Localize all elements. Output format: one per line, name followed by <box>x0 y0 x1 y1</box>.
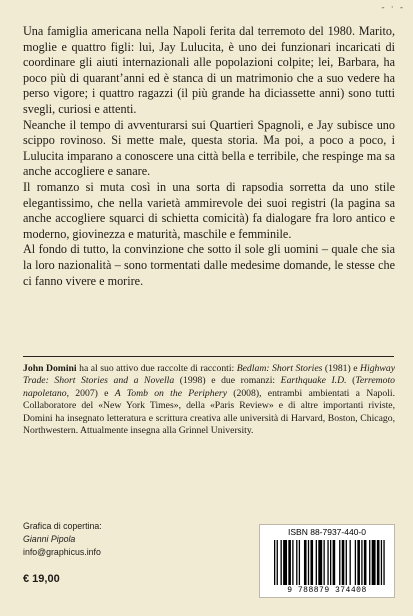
cover-credits <box>23 520 193 559</box>
book-title: Earthquake I.D. <box>280 375 347 387</box>
bio-text: (1981) e <box>322 363 361 374</box>
synopsis-paragraph: Al fondo di tutto, la convinzione che sotto il sole gli uomini – quale che sia la loro nazionalità – sono tormentati dalle medesime domande, le stesse che ci fanno vivere e morire. <box>23 242 395 288</box>
synopsis-paragraph: Una famiglia americana nella Napoli ferita dal terremoto del 1980. Marito, moglie e quattro figli: lui, Jay Lulucita, è uno dei funzionari incaricati di coordinare gli aiuti internazionali alle popolazioni colpite; lei, Barbara, ha poco più di quarant’anni ed è stanca di un matrimonio che a suo vedere ha perso vigore; i quattro ragazzi (il più grande ha diciassette anni) sono tutti svegli, curiosi e attenti. <box>23 24 395 116</box>
bio-text: ha al suo attivo due raccolte di racconti: <box>76 363 237 374</box>
author-bio <box>23 363 395 437</box>
synopsis-paragraph: Neanche il tempo di avventurarsi sui Quartieri Spagnoli, e Jay subisce uno scippo rovinoso. Si mette male, questa storia. Ma poi, a poco a poco, i Lulucita imparano a conoscere una città bella e terribile, che respinge ma sa anche accogliere e sanare. <box>23 117 395 179</box>
book-title: A Tomb on the Periphery <box>114 387 227 399</box>
book-title: Terremoto napoletano <box>23 375 396 399</box>
bio-text: ( <box>346 375 356 387</box>
credits-email: info@graphicus.info <box>23 547 101 557</box>
synopsis <box>23 24 395 289</box>
barcode-icon <box>274 540 386 585</box>
bio-text: (2008), entrambi ambientati a Napoli. Collaboratore del «New York Times», della «Paris Review» e di altre importanti riviste, Domini ha insegnato letteratura e scrittura creativa alle università di Harvard, Boston, Chicago, Northwestern. Attualmente insegna alla Grinnel University. <box>23 387 396 437</box>
corner-mark: - · - <box>381 2 405 12</box>
book-title: Bedlam: Short Stories <box>236 363 323 374</box>
isbn-barcode <box>259 524 395 598</box>
designer-name: Gianni Pipola <box>23 534 76 544</box>
bio-text: , 2007) e <box>66 387 115 399</box>
divider-rule <box>23 356 394 357</box>
book-title: Highway Trade: Short Stories and a Novella <box>23 363 395 387</box>
credits-label: Grafica di copertina: <box>23 521 102 531</box>
price: € 19,00 <box>23 573 60 585</box>
isbn-text: ISBN 88-7937-440-0 <box>288 527 366 537</box>
bio-text: (1998) e due romanzi: <box>174 375 281 387</box>
synopsis-paragraph: Il romanzo si muta così in una sorta di rapsodia sorretta da uno stile elegantissimo, che nella varietà ammirevole dei suoi registri (la pagina sa anche accogliere squarci di schietta comicità) fa dialogare fra loro antico e moderno, giovinezza e maturità, maschile e femminile. <box>23 179 395 241</box>
ean-digits: 9 788879 374408 <box>287 586 367 595</box>
author-name: John Domini <box>23 363 77 374</box>
